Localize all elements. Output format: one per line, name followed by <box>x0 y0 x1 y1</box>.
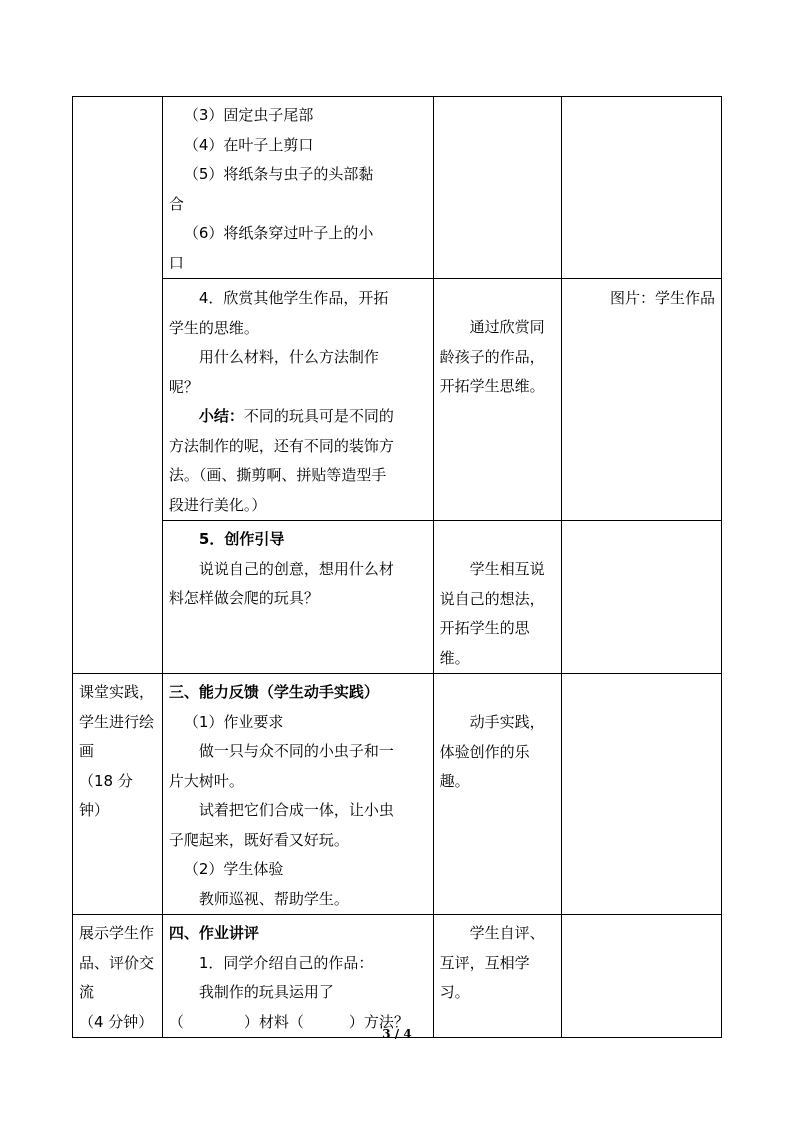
process-cell <box>162 674 433 915</box>
table-row <box>73 97 722 279</box>
summary-line <box>169 402 427 432</box>
text-line: 流 <box>79 983 95 1001</box>
text-line: 龄孩子的作品， <box>439 347 545 366</box>
text-line: （ ）材料（ ）方法？ <box>168 1012 409 1031</box>
stage-cell <box>73 674 163 915</box>
process-cell <box>162 97 433 279</box>
text-line: 说说自己的创意，想用什么材 <box>198 559 394 578</box>
table-row <box>73 521 722 674</box>
text-line: （4 分钟） <box>79 1012 154 1031</box>
text-line: 学生进行绘 <box>79 712 155 731</box>
text-line: 教师巡视、帮助学生。 <box>198 889 349 908</box>
intent-cell <box>433 521 561 674</box>
text-line: 课堂实践， <box>79 683 155 701</box>
text-line: 用什么材料，什么方法制作 <box>198 348 379 366</box>
text-line: 图片：学生作品 <box>609 289 715 307</box>
text-line: （4）在叶子上剪口 <box>183 135 314 154</box>
text-line: 方法制作的呢，还有不同的装饰方 <box>168 436 394 455</box>
text-line: 合 <box>168 194 184 213</box>
text-line: 试着把它们合成一体，让小虫 <box>198 801 394 819</box>
text-line: 料怎样做会爬的玩具？ <box>168 589 319 607</box>
table-row <box>73 915 722 1038</box>
table-row <box>73 279 722 521</box>
resource-cell <box>561 97 721 279</box>
text-line: 画 <box>79 742 95 760</box>
resource-cell <box>561 279 721 521</box>
page-number: 3 / 4 <box>382 1027 412 1041</box>
intent-cell <box>433 279 561 521</box>
intent-cell <box>433 915 561 1038</box>
text-line: 学生的思维。 <box>168 318 259 337</box>
text-line: 展示学生作 <box>79 924 155 942</box>
section-title: 四、作业讲评 <box>168 924 259 942</box>
text-line: 法。（画、撕剪啊、拼贴等造型手 <box>168 466 387 484</box>
text-line: 说自己的想法， <box>439 589 545 608</box>
text-line: 我制作的玩具运用了 <box>198 983 334 1001</box>
table-row <box>73 674 722 915</box>
text-line: （6）将纸条穿过叶子上的小 <box>183 224 374 242</box>
text-line: 钟） <box>79 801 110 819</box>
process-cell <box>162 521 433 674</box>
text-line: 4．欣赏其他学生作品，开拓 <box>198 289 389 307</box>
text-line: 学生自评、 <box>469 924 545 942</box>
text-line: 互评，互相学 <box>439 953 530 972</box>
text-line: （18 分 <box>79 771 133 790</box>
resource-cell <box>561 521 721 674</box>
text-line: 做一只与众不同的小虫子和一 <box>198 742 394 760</box>
text-line: 口 <box>168 253 184 272</box>
section-title: 三、能力反馈（学生动手实践） <box>168 683 379 701</box>
process-cell <box>162 279 433 521</box>
text-line: 学生相互说 <box>469 560 545 578</box>
resource-cell <box>561 674 721 915</box>
text-line: （1）作业要求 <box>183 712 284 731</box>
process-cell <box>162 915 433 1038</box>
summary-label: 小结： <box>198 407 244 425</box>
text-line: 开拓学生的思 <box>439 619 530 637</box>
text-line: 品、评价交 <box>79 953 155 972</box>
text-line: （2）学生体验 <box>183 860 284 878</box>
lesson-plan-table <box>72 96 722 1038</box>
text-line: 子爬起来，既好看又好玩。 <box>168 830 349 849</box>
summary-text: 不同的玩具可是不同的 <box>243 407 394 425</box>
section-title: 5．创作引导 <box>198 530 285 548</box>
text-line: 段进行美化。） <box>168 495 267 514</box>
text-line: 片大树叶。 <box>168 771 244 790</box>
text-line: 动手实践， <box>469 713 545 731</box>
text-line: （3）固定虫子尾部 <box>183 106 314 124</box>
text-line: 通过欣赏同 <box>469 318 545 336</box>
text-line: 体验创作的乐 <box>439 742 530 761</box>
text-line: 趣。 <box>439 772 470 790</box>
text-line: （5）将纸条与虫子的头部黏 <box>183 165 374 183</box>
text-line: 开拓学生思维。 <box>439 377 545 395</box>
intent-cell <box>433 97 561 279</box>
text-line: 习。 <box>439 983 470 1001</box>
text-line: 1．同学介绍自己的作品： <box>198 953 374 972</box>
text-line: 维。 <box>439 648 470 667</box>
stage-cell <box>73 97 163 674</box>
text-line: 呢？ <box>168 377 199 396</box>
stage-cell <box>73 915 163 1038</box>
resource-cell <box>561 915 721 1038</box>
intent-cell <box>433 674 561 915</box>
